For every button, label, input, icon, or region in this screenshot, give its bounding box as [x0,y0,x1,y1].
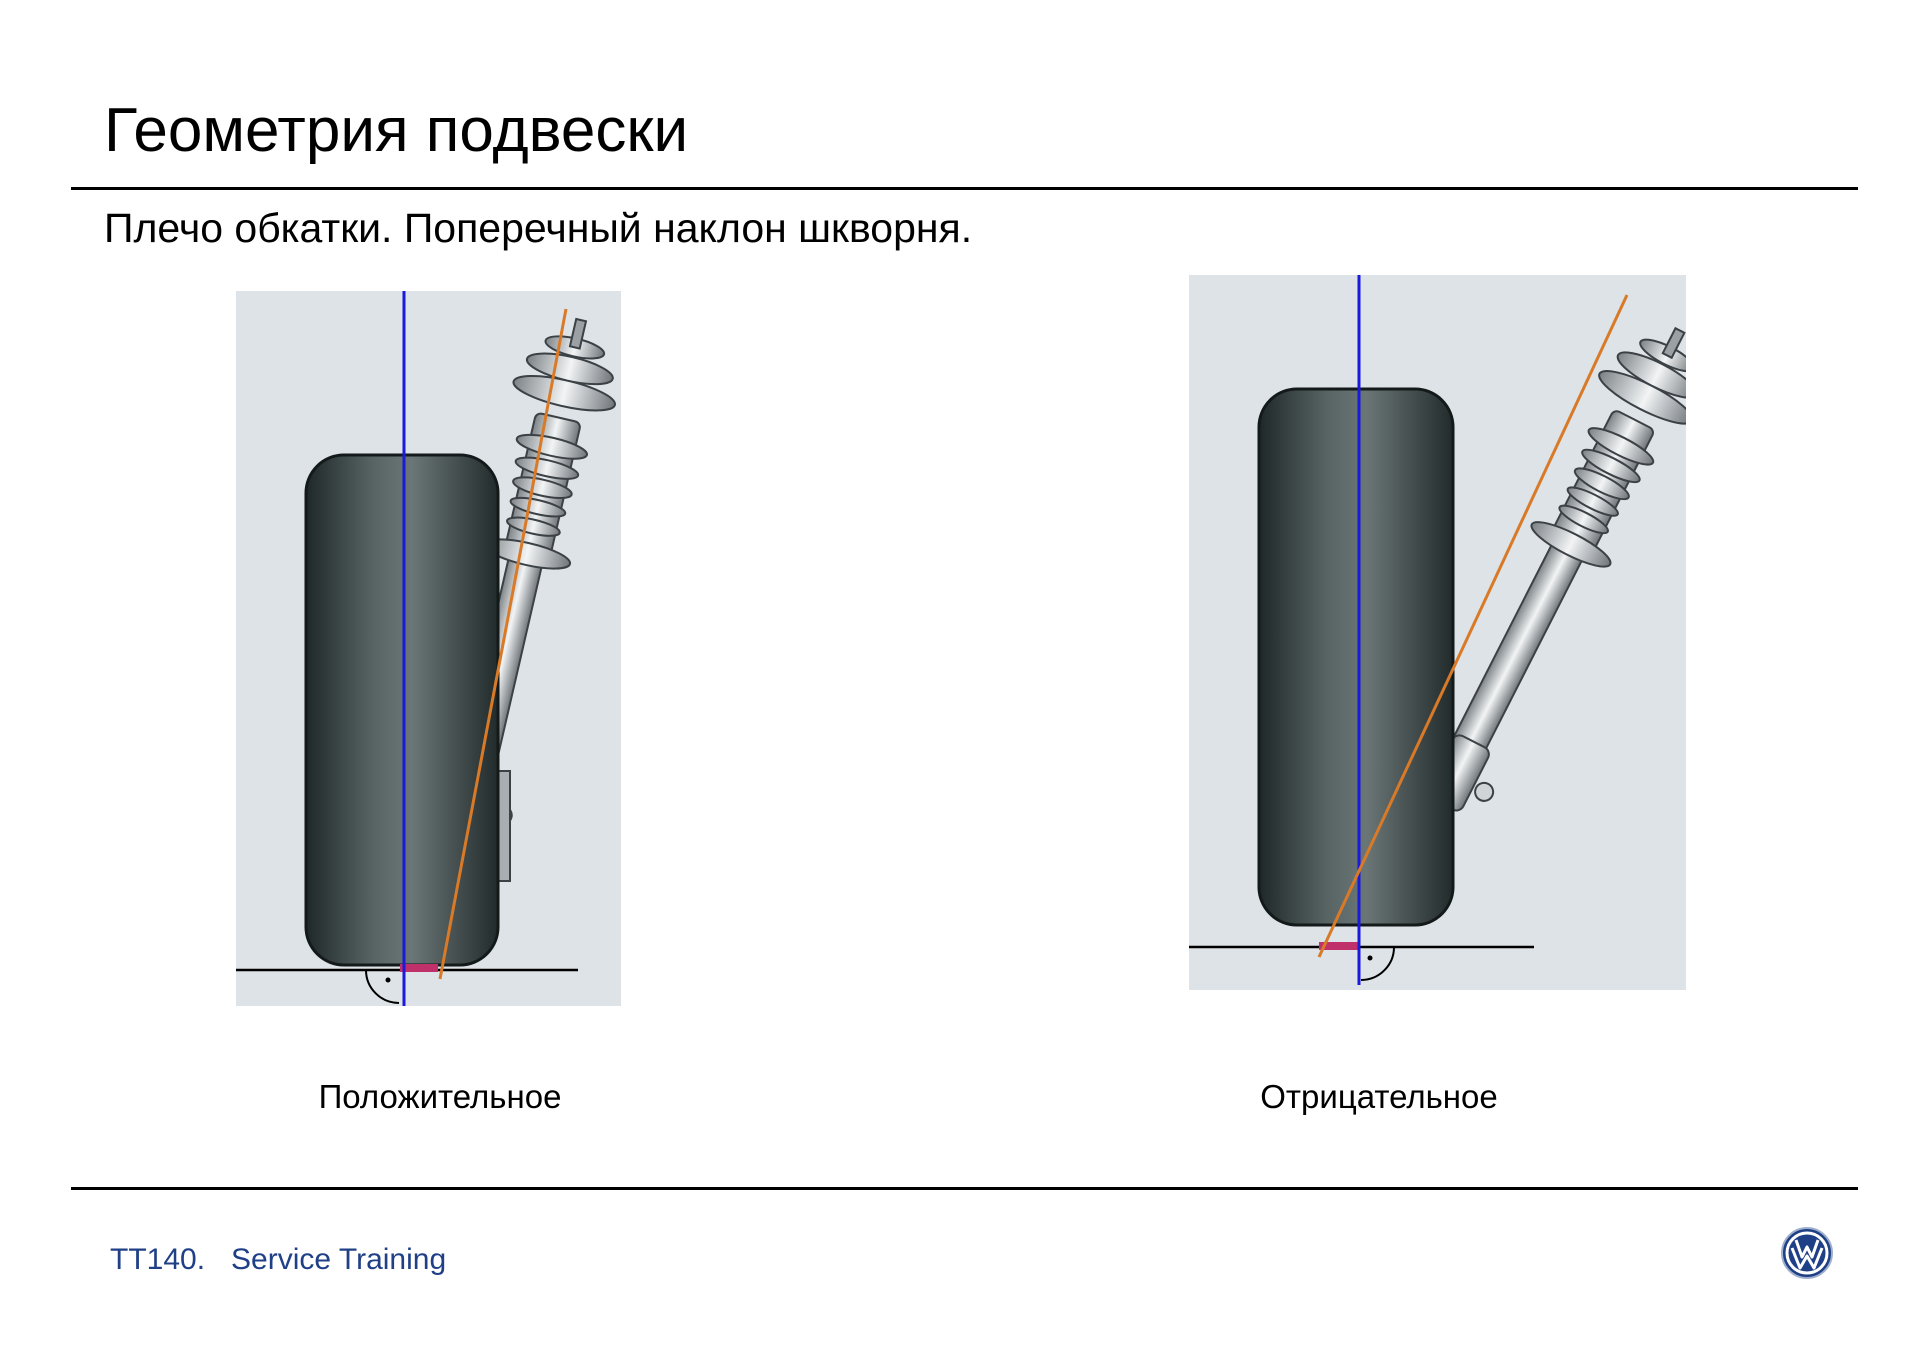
negative-scrub-figure [1189,275,1686,990]
vw-logo-icon [1780,1226,1834,1280]
tyre [1259,389,1453,925]
footer-label [110,1243,446,1277]
positive-caption: Положительное [318,1078,562,1115]
footer-program: Service Training [231,1243,447,1276]
title-divider [71,187,1858,190]
page-title: Геометрия подвески [104,96,689,165]
footer-course: TT140. [110,1243,206,1276]
scrub-radius-marker [400,964,438,972]
negative-caption: Отрицательное [1260,1078,1498,1115]
tyre [306,455,498,965]
footer-divider [71,1187,1858,1190]
positive-scrub-figure [236,291,621,1006]
page-subtitle: Плечо обкатки. Поперечный наклон шкворня. [104,205,973,251]
